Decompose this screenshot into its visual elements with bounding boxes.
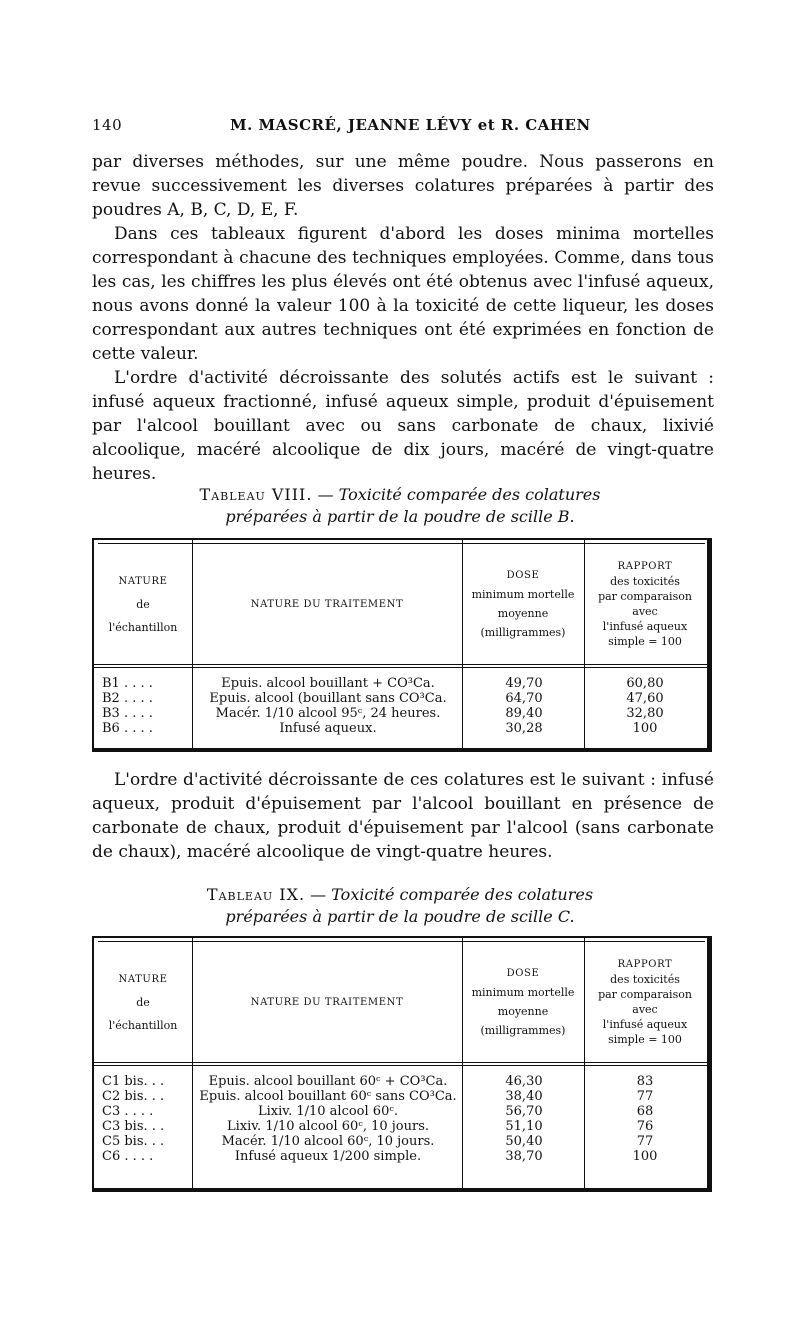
table-viii bbox=[92, 538, 712, 752]
table-ix bbox=[92, 936, 712, 1192]
table-row: C2 bis. . . Epuis. alcool bouillant 60ᶜ sans CO³Ca. 38,40 77 bbox=[102, 1089, 654, 1104]
header-nature: NATURE de l'échantillon bbox=[108, 973, 178, 1032]
table9-title: Toxicité comparée des colatures bbox=[331, 885, 594, 904]
paragraph-4: L'ordre d'activité décroissante de ces colatures est le suivant : infusé aqueux, produit d'épuisement par l'alcool bouillant en présence de carbonate de chaux, produit d'épuisement par l'alcool (sans carbonate de chaux), macéré alcoolique de vingt-quatre heures. bbox=[92, 770, 714, 862]
page-number: 140 bbox=[92, 116, 123, 134]
table8-caption bbox=[0, 484, 800, 528]
authors-line: M. MASCRÉ, JEANNE LÉVY et R. CAHEN bbox=[230, 116, 591, 134]
table-row: B1 . . . . Epuis. alcool bouillant + CO³Ca. 49,70 60,80 bbox=[102, 676, 664, 691]
table8-dash: — bbox=[317, 485, 334, 504]
header-dose: DOSE minimum mortelle moyenne (milligrammes) bbox=[471, 968, 575, 1037]
table9-caption-line1 bbox=[0, 884, 800, 906]
table8-label: Tableau VIII. bbox=[199, 485, 313, 504]
table9-dash: — bbox=[310, 885, 327, 904]
table8-subtitle: préparées à partir de la poudre de scille B. bbox=[225, 507, 575, 526]
paragraph-1: par diverses méthodes, sur une même poudre. Nous passerons en revue successivement les diverses colatures préparées à partir des poudres A, B, C, D, E, F. bbox=[92, 152, 714, 220]
header-nature: NATURE de l'échantillon bbox=[108, 575, 178, 634]
header-traitement: NATURE DU TRAITEMENT bbox=[250, 598, 404, 610]
table8-caption-line1 bbox=[0, 484, 800, 506]
table-row: B2 . . . . Epuis. alcool (bouillant sans CO³Ca. 64,70 47,60 bbox=[102, 691, 664, 706]
header-dose: DOSE minimum mortelle moyenne (milligrammes) bbox=[471, 570, 575, 639]
table9-caption bbox=[0, 884, 800, 928]
header-rapport: RAPPORT des toxicités par comparaison avec l'infusé aqueux simple = 100 bbox=[598, 561, 692, 648]
table-row: C6 . . . . Infusé aqueux 1/200 simple. 38,70 100 bbox=[102, 1149, 658, 1164]
table-row: C5 bis. . . Macér. 1/10 alcool 60ᶜ, 10 jours. 50,40 77 bbox=[102, 1134, 654, 1149]
table8-title: Toxicité comparée des colatures bbox=[338, 485, 601, 504]
table-row: B6 . . . . Infusé aqueux. 30,28 100 bbox=[102, 721, 658, 736]
table-row: C3 bis. . . Lixiv. 1/10 alcool 60ᶜ, 10 jours. 51,10 76 bbox=[102, 1119, 654, 1134]
header-rapport: RAPPORT des toxicités par comparaison avec l'infusé aqueux simple = 100 bbox=[598, 959, 692, 1046]
paragraph-3: L'ordre d'activité décroissante des solutés actifs est le suivant : infusé aqueux fractionné, infusé aqueux simple, produit d'épuisement par l'alcool bouillant avec ou sans carbonate de chaux, lixivié alcoolique, macéré alcoolique de dix jours, macéré de vingt-quatre heures. bbox=[92, 368, 714, 484]
header-traitement: NATURE DU TRAITEMENT bbox=[250, 996, 404, 1008]
table9-subtitle: préparées à partir de la poudre de scille C. bbox=[225, 907, 575, 926]
table9-label: Tableau IX. bbox=[206, 885, 306, 904]
paragraph-2: Dans ces tableaux figurent d'abord les doses minima mortelles correspondant à chacune des techniques employées. Comme, dans tous les cas, les chiffres les plus élevés ont été obtenus avec l'infusé aqueux, nous avons donné la valeur 100 à la toxicité de cette liqueur, les doses correspondant aux autres techniques ont été exprimées en fonction de cette valeur. bbox=[92, 224, 714, 364]
table-row: C1 bis. . . Epuis. alcool bouillant 60ᶜ + CO³Ca. 46,30 83 bbox=[102, 1074, 654, 1089]
table-row: C3 . . . . Lixiv. 1/10 alcool 60ᶜ. 56,70 68 bbox=[102, 1104, 654, 1119]
table-row: B3 . . . . Macér. 1/10 alcool 95ᶜ, 24 heures. 89,40 32,80 bbox=[102, 706, 664, 721]
